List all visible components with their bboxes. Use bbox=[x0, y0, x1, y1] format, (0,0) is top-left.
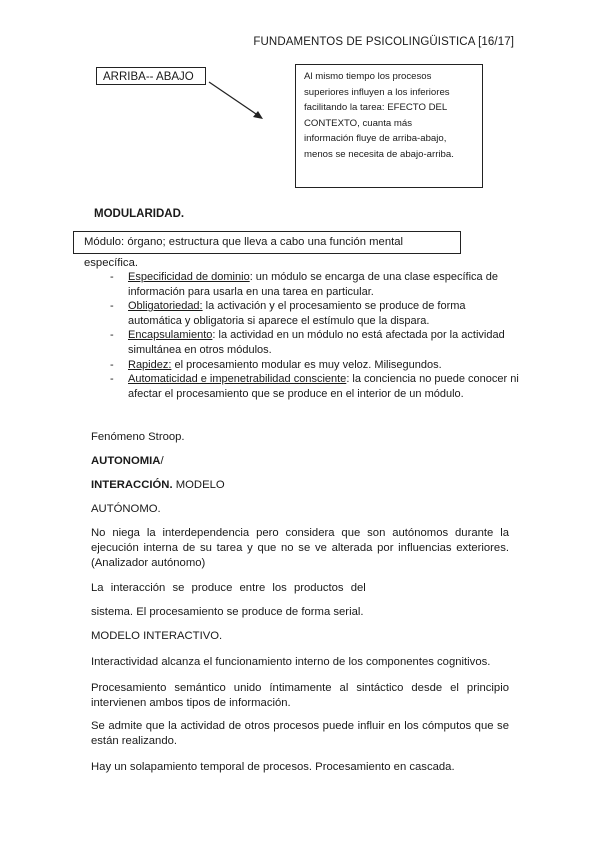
property-term: Obligatoriedad: bbox=[128, 300, 203, 313]
context-line: superiores influyen a los inferiores bbox=[304, 86, 450, 98]
paragraph-interactividad: Interactividad alcanza el funcionamiento interno de los componentes cognitivos. bbox=[91, 656, 491, 668]
interaccion-heading bbox=[91, 478, 225, 493]
list-item bbox=[110, 299, 520, 328]
modelo-label: MODELO bbox=[172, 479, 225, 491]
arriba-abajo-box: ARRIBA-- ABAJO bbox=[96, 67, 206, 85]
modelo-interactivo-heading: MODELO INTERACTIVO. bbox=[91, 630, 223, 642]
stroop-paragraph: Fenómeno Stroop. bbox=[91, 431, 185, 443]
module-definition-box: Módulo: órgano; estructura que lleva a cabo una función mental específica. bbox=[73, 231, 461, 254]
paragraph-cascada: Hay un solapamiento temporal de procesos. Procesamiento en cascada. bbox=[91, 761, 455, 773]
context-line: información fluye de arriba-abajo, bbox=[304, 133, 447, 145]
property-text: : un módulo se encarga de una clase específica de información para usarla en una tarea en particular. bbox=[128, 271, 498, 298]
paragraph-semantico: Procesamiento semántico unido íntimamente al sintáctico desde el principio intervienen ambos tipos de información. bbox=[91, 682, 509, 709]
list-item bbox=[110, 270, 520, 299]
list-dash: - bbox=[110, 271, 114, 283]
property-text: la activación y el procesamiento se produce de forma automática y obligatoria si aparece el estímulo que la dispara. bbox=[128, 300, 466, 327]
list-dash: - bbox=[110, 373, 114, 386]
context-line: menos se necesita de abajo-arriba. bbox=[304, 148, 454, 160]
autonomo-heading: AUTÓNOMO. bbox=[91, 503, 161, 515]
property-term: Automaticidad e impenetrabilidad consciente bbox=[128, 373, 347, 386]
property-text: el procesamiento modular es muy veloz. Milisegundos. bbox=[171, 358, 442, 371]
property-term: Encapsulamiento bbox=[128, 329, 213, 342]
property-text: : la actividad en un módulo no está afectada por la actividad simultánea en otros módulos. bbox=[128, 329, 505, 356]
paragraph-interaccion: La interacción se produce entre los productos del bbox=[91, 582, 366, 594]
property-term: Especificidad de dominio bbox=[128, 271, 250, 283]
list-item bbox=[110, 328, 520, 357]
paragraph-computos: Se admite que la actividad de otros procesos puede influir en los cómputos que se están realizando. bbox=[91, 720, 509, 747]
property-term: Rapidez: bbox=[128, 358, 172, 371]
page-header: FUNDAMENTOS DE PSICOLINGÜISTICA [16/17] bbox=[253, 36, 514, 48]
context-effect-box bbox=[295, 64, 483, 188]
arrow-icon bbox=[207, 80, 267, 122]
property-text: : la conciencia no puede conocer ni afectar el procesamiento que se produce en el interior de un módulo. bbox=[128, 373, 519, 400]
slash: / bbox=[160, 455, 164, 467]
autonomia-heading bbox=[91, 454, 164, 469]
autonomia-label: AUTONOMIA bbox=[91, 455, 161, 467]
list-dash: - bbox=[110, 329, 114, 342]
context-line: facilitando la tarea: EFECTO DEL bbox=[304, 102, 448, 114]
module-properties-list bbox=[110, 270, 520, 401]
list-item bbox=[110, 358, 520, 373]
paragraph-autonomo: No niega la interdependencia pero considera que son autónomos durante la ejecución interna de su tarea y que no se ve alterada por influencias exteriores. (Analizador autónomo) bbox=[91, 527, 509, 569]
context-line: CONTEXTO, cuanta más bbox=[304, 117, 413, 129]
paragraph-serial: sistema. El procesamiento se produce de forma serial. bbox=[91, 606, 364, 618]
context-line: Al mismo tiempo los procesos bbox=[304, 71, 432, 82]
list-dash: - bbox=[110, 300, 114, 313]
modularidad-heading: MODULARIDAD. bbox=[94, 208, 185, 220]
interaccion-label: INTERACCIÓN. bbox=[91, 479, 173, 491]
list-dash: - bbox=[110, 358, 114, 371]
list-item bbox=[110, 372, 520, 401]
